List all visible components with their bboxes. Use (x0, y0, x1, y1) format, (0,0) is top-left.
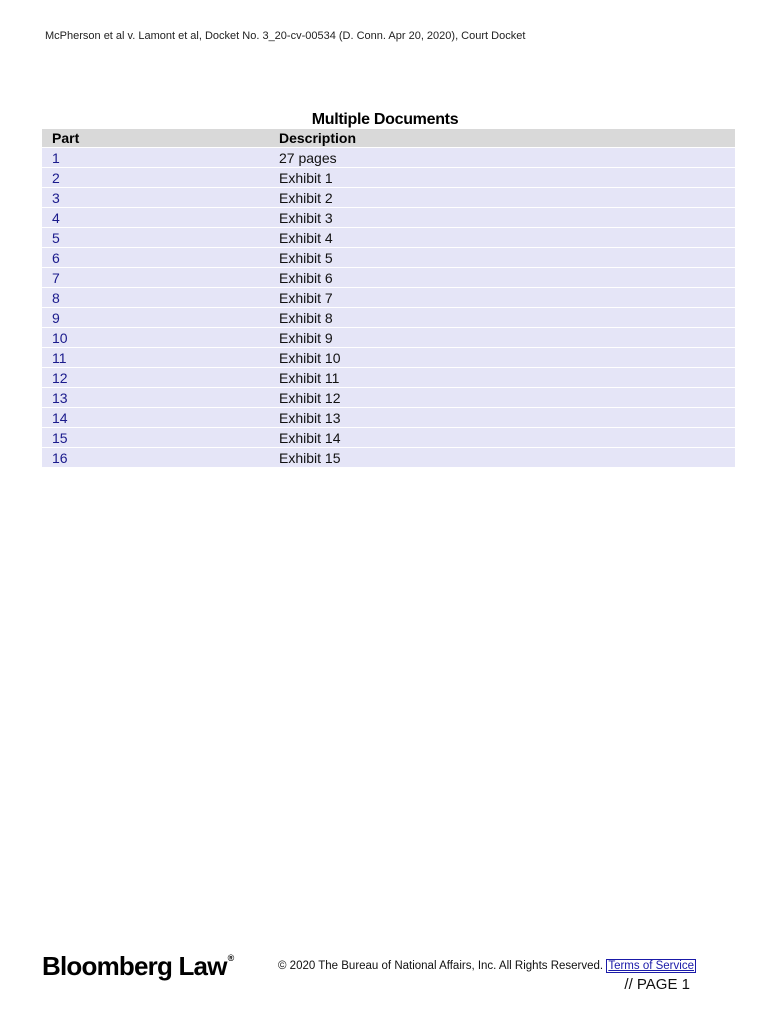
table-row (42, 408, 735, 428)
column-header-part: Part (52, 130, 80, 146)
table-row (42, 348, 735, 368)
table-row (42, 288, 735, 308)
table-row (42, 248, 735, 268)
logo-text: Bloomberg Law (42, 951, 227, 981)
document-description: Exhibit 15 (279, 449, 341, 466)
table-row (42, 368, 735, 388)
table-row (42, 208, 735, 228)
part-number-link[interactable]: 12 (52, 369, 68, 386)
part-number-link[interactable]: 8 (52, 289, 60, 306)
bloomberg-law-logo (42, 951, 233, 982)
document-description: Exhibit 7 (279, 289, 333, 306)
part-number-link[interactable]: 4 (52, 209, 60, 226)
part-number-link[interactable]: 15 (52, 429, 68, 446)
part-number-link[interactable]: 5 (52, 229, 60, 246)
document-description: Exhibit 10 (279, 349, 341, 366)
page-number: // PAGE 1 (624, 976, 690, 993)
table-row (42, 308, 735, 328)
part-number-link[interactable]: 14 (52, 409, 68, 426)
document-description: Exhibit 13 (279, 409, 341, 426)
table-header-row (42, 129, 735, 148)
table-row (42, 168, 735, 188)
registered-mark: ® (227, 953, 234, 963)
column-header-description: Description (279, 130, 357, 146)
copyright-notice (278, 960, 696, 972)
table-body (42, 148, 735, 468)
documents-table (42, 129, 735, 468)
table-row (42, 268, 735, 288)
part-number-link[interactable]: 7 (52, 269, 60, 286)
table-row (42, 388, 735, 408)
table-row (42, 188, 735, 208)
part-number-link[interactable]: 6 (52, 249, 60, 266)
copyright-text: © 2020 The Bureau of National Affairs, Inc. All Rights Reserved. (278, 960, 604, 972)
part-number-link[interactable]: 11 (52, 349, 67, 366)
document-description: 27 pages (279, 149, 337, 166)
part-number-link[interactable]: 1 (52, 149, 60, 166)
document-description: Exhibit 14 (279, 429, 341, 446)
document-description: Exhibit 5 (279, 249, 333, 266)
table-row (42, 448, 735, 468)
document-description: Exhibit 1 (279, 169, 333, 186)
part-number-link[interactable]: 3 (52, 189, 60, 206)
part-number-link[interactable]: 16 (52, 449, 68, 466)
document-description: Exhibit 6 (279, 269, 333, 286)
part-number-link[interactable]: 9 (52, 309, 60, 326)
document-description: Exhibit 3 (279, 209, 333, 226)
document-description: Exhibit 12 (279, 389, 341, 406)
document-description: Exhibit 2 (279, 189, 333, 206)
document-description: Exhibit 9 (279, 329, 333, 346)
table-row (42, 328, 735, 348)
page-title: Multiple Documents (311, 111, 459, 128)
document-description: Exhibit 11 (279, 369, 340, 386)
table-row (42, 148, 735, 168)
part-number-link[interactable]: 2 (52, 169, 60, 186)
part-number-link[interactable]: 13 (52, 389, 68, 406)
document-description: Exhibit 8 (279, 309, 333, 326)
terms-of-service-link[interactable]: Terms of Service (608, 960, 694, 972)
part-number-link[interactable]: 10 (52, 329, 68, 346)
table-row (42, 428, 735, 448)
document-description: Exhibit 4 (279, 229, 333, 246)
docket-header: McPherson et al v. Lamont et al, Docket No. 3_20-cv-00534 (D. Conn. Apr 20, 2020), Court Docket (45, 30, 526, 42)
table-row (42, 228, 735, 248)
